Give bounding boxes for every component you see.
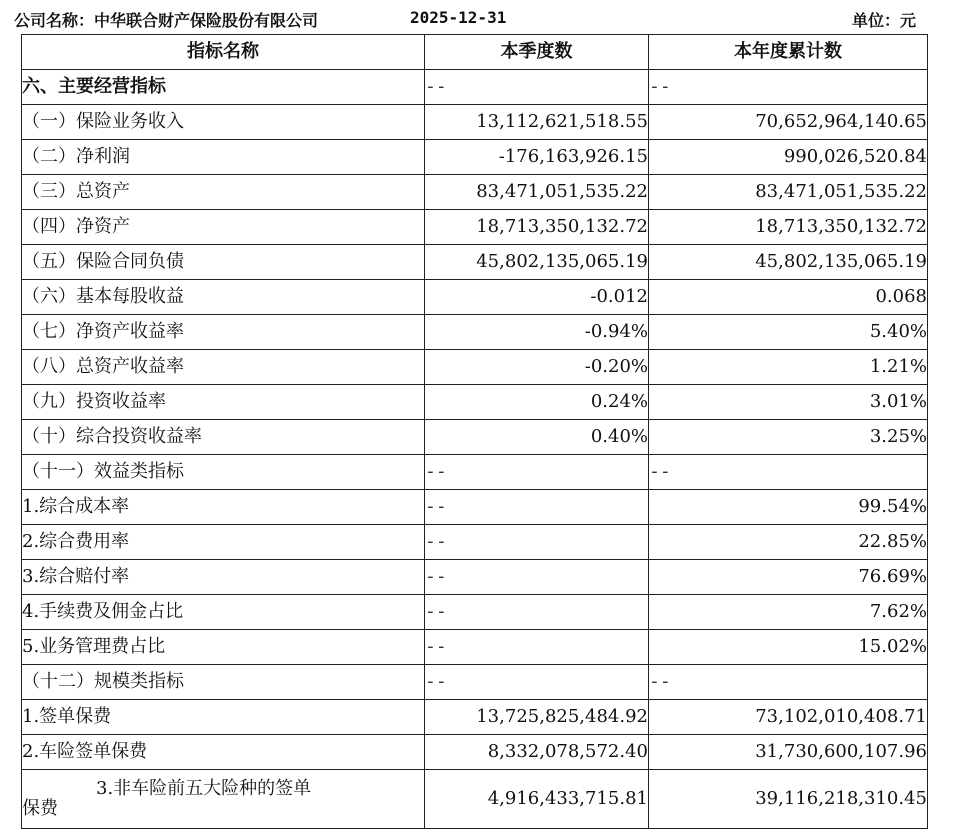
- company-name: 公司名称：中华联合财产保险股份有限公司: [14, 11, 319, 30]
- row-label-line2: 保费: [22, 798, 58, 819]
- quarter-value: --: [425, 490, 649, 525]
- quarter-value: --: [425, 595, 649, 630]
- quarter-value: 18,713,350,132.72: [425, 210, 649, 245]
- table-header-row: [22, 35, 928, 70]
- table-row: [22, 210, 928, 245]
- table-row: [22, 315, 928, 350]
- quarter-value: --: [425, 560, 649, 595]
- quarter-value: 45,802,135,065.19: [425, 245, 649, 280]
- currency-unit: 单位：元: [851, 11, 916, 30]
- table-row: [22, 105, 928, 140]
- table-row: [22, 140, 928, 175]
- table-row: [22, 350, 928, 385]
- table-row: [22, 630, 928, 665]
- ytd-value: 22.85%: [649, 525, 928, 560]
- row-label: 3.综合赔付率: [22, 560, 425, 595]
- quarter-value: -176,163,926.15: [425, 140, 649, 175]
- quarter-value: -0.20%: [425, 350, 649, 385]
- ytd-value: 15.02%: [649, 630, 928, 665]
- ytd-value: 76.69%: [649, 560, 928, 595]
- quarter-value: 83,471,051,535.22: [425, 175, 649, 210]
- row-label: （八）总资产收益率: [22, 350, 425, 385]
- column-header-indicator: 指标名称: [22, 35, 425, 70]
- table-row: [22, 490, 928, 525]
- ytd-value: 31,730,600,107.96: [649, 735, 928, 770]
- table-row: [22, 560, 928, 595]
- ytd-value: 18,713,350,132.72: [649, 210, 928, 245]
- table-row: [22, 770, 928, 829]
- row-label: （十二）规模类指标: [22, 665, 425, 700]
- quarter-value: 13,725,825,484.92: [425, 700, 649, 735]
- report-date: 2025-12-31: [410, 8, 507, 27]
- row-label: 4.手续费及佣金占比: [22, 595, 425, 630]
- row-label-line1: 3.非车险前五大险种的签单: [96, 778, 312, 799]
- ytd-value: 990,026,520.84: [649, 140, 928, 175]
- ytd-value: 3.25%: [649, 420, 928, 455]
- ytd-value: 5.40%: [649, 315, 928, 350]
- row-label: （一）保险业务收入: [22, 105, 425, 140]
- row-label: （四）净资产: [22, 210, 425, 245]
- table-row: [22, 385, 928, 420]
- ytd-value: 3.01%: [649, 385, 928, 420]
- row-label: 5.业务管理费占比: [22, 630, 425, 665]
- quarter-value: 0.40%: [425, 420, 649, 455]
- table-row: [22, 420, 928, 455]
- ytd-value: --: [649, 665, 928, 700]
- quarter-value: --: [425, 630, 649, 665]
- quarter-value: 0.24%: [425, 385, 649, 420]
- ytd-value: --: [649, 70, 928, 105]
- table-row: [22, 595, 928, 630]
- row-label: 1.综合成本率: [22, 490, 425, 525]
- row-label: （三）总资产: [22, 175, 425, 210]
- indicator-table: [21, 34, 928, 829]
- table-row: [22, 70, 928, 105]
- ytd-value: 73,102,010,408.71: [649, 700, 928, 735]
- quarter-value: 8,332,078,572.40: [425, 735, 649, 770]
- quarter-value: 13,112,621,518.55: [425, 105, 649, 140]
- ytd-value: 39,116,218,310.45: [649, 770, 928, 829]
- row-label: （五）保险合同负债: [22, 245, 425, 280]
- ytd-value: 7.62%: [649, 595, 928, 630]
- table-row: [22, 665, 928, 700]
- ytd-value: --: [649, 455, 928, 490]
- table-row: [22, 525, 928, 560]
- ytd-value: 83,471,051,535.22: [649, 175, 928, 210]
- quarter-value: --: [425, 70, 649, 105]
- column-header-quarter: 本季度数: [425, 35, 649, 70]
- ytd-value: 0.068: [649, 280, 928, 315]
- table-row: [22, 245, 928, 280]
- ytd-value: 1.21%: [649, 350, 928, 385]
- ytd-value: 99.54%: [649, 490, 928, 525]
- row-label: 2.综合费用率: [22, 525, 425, 560]
- row-label: （九）投资收益率: [22, 385, 425, 420]
- table-row: [22, 700, 928, 735]
- quarter-value: --: [425, 455, 649, 490]
- row-label: （十一）效益类指标: [22, 455, 425, 490]
- report-header: [0, 0, 954, 34]
- column-header-year-to-date: 本年度累计数: [649, 35, 928, 70]
- quarter-value: --: [425, 525, 649, 560]
- row-label: （六）基本每股收益: [22, 280, 425, 315]
- row-label: （七）净资产收益率: [22, 315, 425, 350]
- quarter-value: --: [425, 665, 649, 700]
- table-row: [22, 455, 928, 490]
- table-row: [22, 280, 928, 315]
- ytd-value: 70,652,964,140.65: [649, 105, 928, 140]
- quarter-value: -0.94%: [425, 315, 649, 350]
- row-label: 1.签单保费: [22, 700, 425, 735]
- row-label: [22, 770, 425, 829]
- ytd-value: 45,802,135,065.19: [649, 245, 928, 280]
- table-row: [22, 175, 928, 210]
- quarter-value: -0.012: [425, 280, 649, 315]
- row-label: 2.车险签单保费: [22, 735, 425, 770]
- row-label: （二）净利润: [22, 140, 425, 175]
- table-row: [22, 735, 928, 770]
- row-label: （十）综合投资收益率: [22, 420, 425, 455]
- row-label: 六、主要经营指标: [22, 70, 425, 105]
- quarter-value: 4,916,433,715.81: [425, 770, 649, 829]
